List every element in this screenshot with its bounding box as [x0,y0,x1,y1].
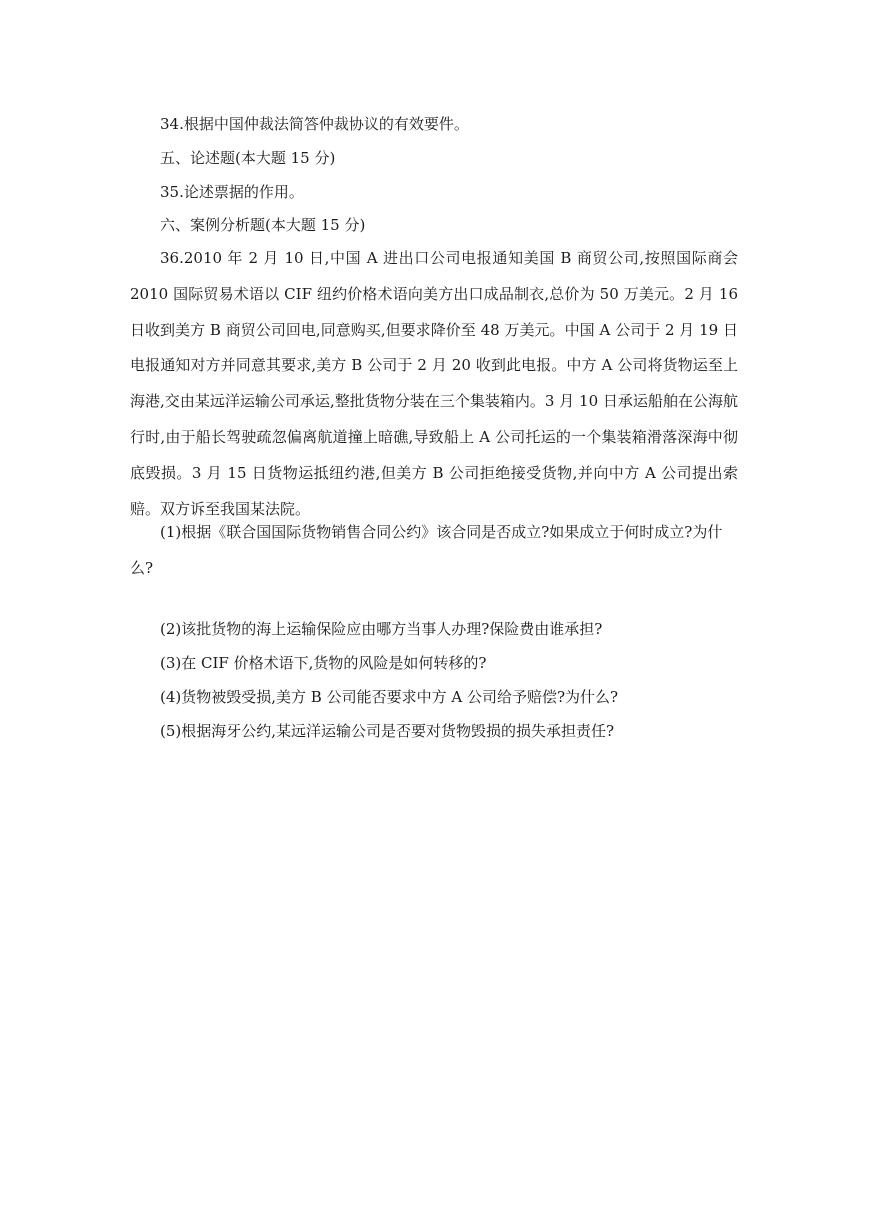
question-36-subquestion-2: (2)该批货物的海上运输保险应由哪方当事人办理?保险费由谁承担? [160,620,603,638]
question-36-subquestion-3: (3)在 CIF 价格术语下,货物的风险是如何转移的? [160,654,487,672]
question-36-subquestion-5: (5)根据海牙公约,某远洋运输公司是否要对货物毁损的损失承担责任? [160,722,615,740]
section-heading-essay: 五、论述题(本大题 15 分) [160,149,336,167]
question-36-subquestion-1: (1)根据《联合国国际货物销售合同公约》该合同是否成立?如果成立于何时成立?为什么? [130,523,723,577]
question-35: 35.论述票据的作用。 [160,183,304,201]
question-36-subquestion-4: (4)货物被毁受损,美方 B 公司能否要求中方 A 公司给予赔偿?为什么? [160,688,619,706]
section-heading-case-analysis: 六、案例分析题(本大题 15 分) [160,216,366,234]
question-34: 34.根据中国仲裁法简答仲裁协议的有效要件。 [160,115,469,133]
question-36-case-text: 36.2010 年 2 月 10 日,中国 A 进出口公司电报通知美国 B 商贸公司,按照国际商会 2010 国际贸易术语以 CIF 纽约价格术语向美方出口成品制衣,总价为 50 万美元。2 月 16 日收到美方 B 商贸公司回电,同意购买,但要求降价至 48 万美元。中国 A 公司于 2 月 19 日电报通知对方并同意其要求,美方 B 公司于 2 月 20 收到此电报。中方 A 公司将货物运至上海港,交由某远洋运输公司承运,整批货物分装在三个集装箱内。3 月 10 日承运船舶在公海航行时,由于船长驾驶疏忽偏离航道撞上暗礁,导致船上 A 公司托运的一个集装箱滑落深海中彻底毁损。3 月 15 日货物运抵纽约港,但美方 B 公司拒绝接受货物,并向中方 A 公司提出索赔。双方诉至我国某法院。 [130,249,738,518]
